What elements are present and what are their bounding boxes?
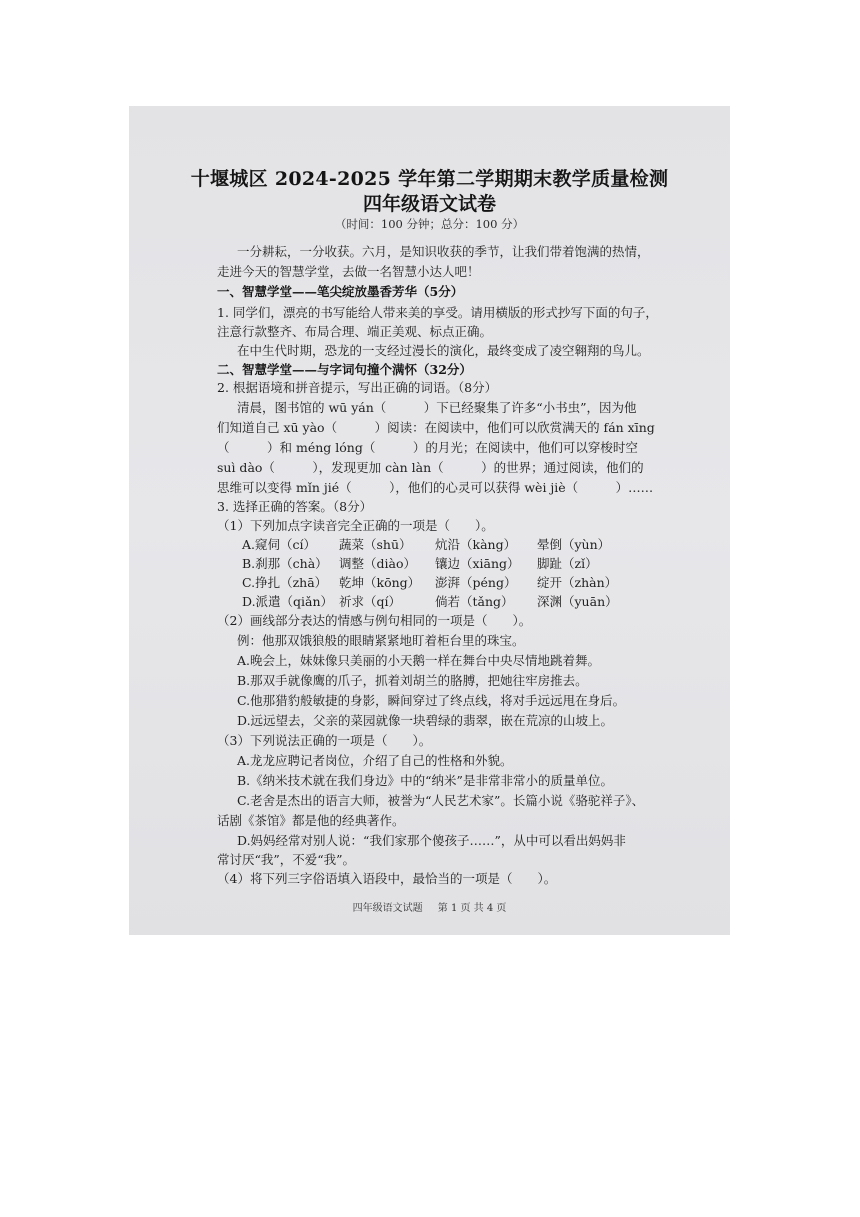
q3-1-option-c-1: C.挣扎（zhā） — [242, 575, 328, 590]
q3-1-option-b-4: 脚趾（zǐ） — [537, 556, 598, 571]
exam-subtitle: 四年级语文试卷 — [362, 193, 496, 215]
q3-1-option-d-1: D.派遣（qiǎn） — [242, 594, 334, 609]
q3-1-option-b-1: B.刹那（chà） — [242, 556, 328, 571]
intro-line-1: 一分耕耘，一分收获。六月，是知识收获的季节，让我们带着饱满的热情， — [237, 244, 650, 259]
q3-1-option-a-3: 炕沿（kàng） — [435, 537, 517, 552]
q3-1-option-a-2: 蔬菜（shū） — [339, 537, 412, 552]
q3-3-option-d-line-2: 常讨厌“我”，不爱“我”。 — [217, 852, 356, 867]
q2-heading: 2. 根据语境和拼音提示，写出正确的词语。（8分） — [217, 380, 498, 395]
exam-title: 十堰城区 2024-2025 学年第二学期期末教学质量检测 — [190, 168, 669, 190]
q3-3-option-a: A.龙龙应聘记者岗位，介绍了自己的性格和外貌。 — [237, 753, 513, 768]
q3-1-option-a-4: 晕倒（yùn） — [537, 537, 611, 552]
q3-2-option-a: A.晚会上，妹妹像只美丽的小天鹅一样在舞台中央尽情地跳着舞。 — [237, 653, 601, 668]
q3-1-option-d-2: 祈求（qí） — [339, 594, 401, 609]
q1-line-1: 1. 同学们，漂亮的书写能给人带来美的享受。请用横版的形式抄写下面的句子， — [217, 305, 658, 320]
section-1-heading: 一、智慧学堂——笔尖绽放墨香芳华（5分） — [217, 284, 464, 299]
q3-1-option-d-3: 倘若（tǎng） — [435, 594, 514, 609]
q3-3-option-c-line-2: 话剧《茶馆》都是他的经典著作。 — [217, 813, 405, 828]
q3-2-option-b: B.那双手就像鹰的爪子，抓着刘胡兰的胳膊，把她往牢房推去。 — [237, 673, 588, 688]
q3-1-option-c-2: 乾坤（kōng） — [339, 575, 421, 590]
page-footer — [129, 899, 730, 914]
q3-2-option-d: D.远远望去，父亲的菜园就像一块碧绿的翡翠，嵌在荒凉的山坡上。 — [237, 713, 614, 728]
q2-line-1: 清晨，图书馆的 wū yán（ ）下已经聚集了许多“小书虫”，因为他 — [237, 400, 637, 415]
footer-page-info: 第 1 页 共 4 页 — [437, 903, 507, 914]
q3-1-option-a-1: A.窥伺（cí） — [242, 537, 316, 552]
exam-paper-photo — [129, 106, 730, 935]
q2-line-4: suì dào（ ），发现更加 càn làn（ ）的世界；通过阅读，他们的 — [217, 460, 644, 475]
q3-1-option-c-4: 绽开（zhàn） — [537, 575, 618, 590]
q1-line-2: 注意行款整齐、布局合理、端正美观、标点正确。 — [217, 324, 493, 339]
q3-1-stem: （1）下列加点字读音完全正确的一项是（ ）。 — [217, 518, 494, 533]
q2-line-5: 思维可以变得 mǐn jié（ ），他们的心灵可以获得 wèi jiè（ ）…… — [217, 480, 654, 495]
q3-2-stem: （2）画线部分表达的情感与例句相同的一项是（ ）。 — [217, 613, 532, 628]
q1-sentence: 在中生代时期，恐龙的一支经过漫长的演化，最终变成了凌空翱翔的鸟儿。 — [237, 343, 650, 358]
q3-3-option-c-line-1: C.老舍是杰出的语言大师，被誉为“人民艺术家”。长篇小说《骆驼祥子》、 — [237, 793, 645, 808]
q3-3-option-b: B.《纳米技术就在我们身边》中的“纳米”是非常非常小的质量单位。 — [237, 773, 613, 788]
q3-4-stem: （4）将下列三字俗语填入语段中，最恰当的一项是（ ）。 — [217, 871, 557, 886]
q2-line-3: （ ）和 méng lóng（ ）的月光；在阅读中，他们可以穿梭时空 — [217, 440, 638, 455]
time-info: （时间：100 分钟；总分：100 分） — [334, 217, 525, 231]
section-2-heading: 二、智慧学堂——与字词句撞个满怀（32分） — [217, 362, 472, 377]
q3-2-example: 例：他那双饿狼般的眼睛紧紧地盯着柜台里的珠宝。 — [237, 633, 525, 648]
q2-line-2: 们知道自己 xū yào（ ）阅读：在阅读中，他们可以欣赏满天的 fán xīng — [217, 420, 655, 435]
q3-heading: 3. 选择正确的答案。（8分） — [217, 499, 373, 514]
q3-1-option-b-2: 调整（diào） — [339, 556, 416, 571]
q3-2-option-c: C.他那猎豹般敏捷的身影，瞬间穿过了终点线，将对手远远甩在身后。 — [237, 693, 626, 708]
q3-1-option-b-3: 镶边（xiāng） — [435, 556, 520, 571]
q3-3-stem: （3）下列说法正确的一项是（ ）。 — [217, 733, 432, 748]
q3-1-option-c-3: 澎湃（péng） — [435, 575, 517, 590]
footer-exam-name: 四年级语文试题 — [352, 903, 423, 914]
intro-line-2: 走进今天的智慧学堂，去做一名智慧小达人吧！ — [217, 264, 480, 279]
q3-3-option-d-line-1: D.妈妈经常对别人说：“我们家那个傻孩子……”，从中可以看出妈妈非 — [237, 833, 626, 848]
q3-1-option-d-4: 深渊（yuān） — [537, 594, 618, 609]
